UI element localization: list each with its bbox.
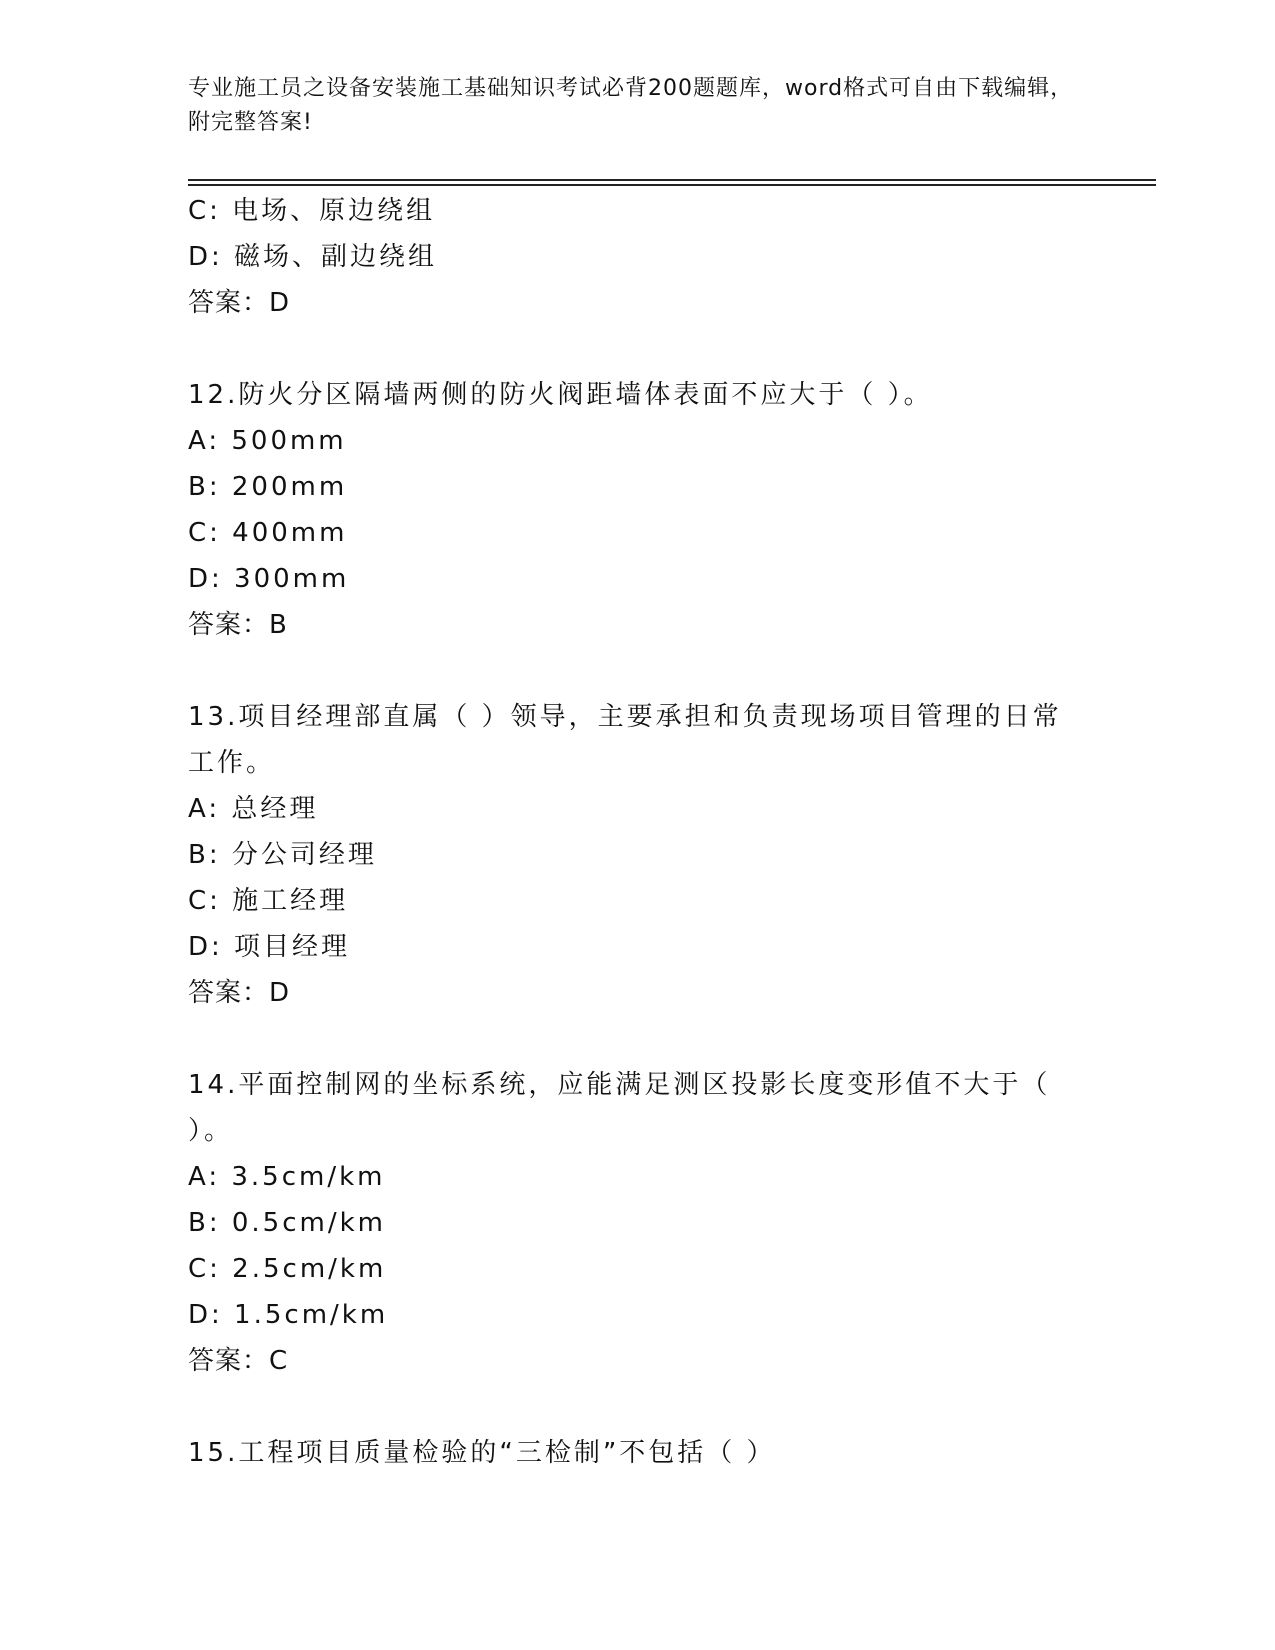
spacer <box>188 326 1068 372</box>
question-stem: 14.平面控制网的坐标系统，应能满足测区投影长度变形值不大于（ ）。 <box>188 1070 1051 1146</box>
option-a: A: 500mm <box>188 426 347 456</box>
page-header: 专业施工员之设备安装施工基础知识考试必背200题题库，word格式可自由下载编辑，附完整答案! <box>188 76 1074 135</box>
question-list <box>188 188 1068 1476</box>
header-divider-bottom <box>188 184 1156 186</box>
spacer <box>188 1384 1068 1430</box>
option-a: A: 总经理 <box>188 794 319 824</box>
option-c: C: 2.5cm/km <box>188 1254 387 1284</box>
header-divider-top <box>188 179 1156 181</box>
option-d: D: 1.5cm/km <box>188 1300 389 1330</box>
spacer <box>188 1016 1068 1062</box>
option-b: B: 分公司经理 <box>188 840 377 870</box>
option-b: B: 200mm <box>188 472 348 502</box>
spacer <box>188 648 1068 694</box>
option-c: C: 电场、原边绕组 <box>188 196 436 226</box>
option-d: D: 项目经理 <box>188 932 351 962</box>
question-12 <box>188 372 1068 648</box>
question-13 <box>188 694 1068 1016</box>
answer: 答案：D <box>188 978 291 1008</box>
question-stem: 13.项目经理部直属（ ）领导，主要承担和负责现场项目管理的日常工作。 <box>188 702 1062 778</box>
question-15 <box>188 1430 1068 1476</box>
option-a: A: 3.5cm/km <box>188 1162 386 1192</box>
option-d: D: 300mm <box>188 564 350 594</box>
question-stem: 15.工程项目质量检验的“三检制”不包括（ ） <box>188 1438 776 1468</box>
answer: 答案：D <box>188 288 291 318</box>
question-14 <box>188 1062 1068 1384</box>
option-c: C: 施工经理 <box>188 886 349 916</box>
question-stem: 12.防火分区隔墙两侧的防火阀距墙体表面不应大于（ ）。 <box>188 380 933 410</box>
option-c: C: 400mm <box>188 518 348 548</box>
option-b: B: 0.5cm/km <box>188 1208 386 1238</box>
option-d: D: 磁场、副边绕组 <box>188 242 438 272</box>
answer: 答案：B <box>188 610 288 640</box>
question-11-continued <box>188 188 1068 326</box>
answer: 答案：C <box>188 1346 289 1376</box>
